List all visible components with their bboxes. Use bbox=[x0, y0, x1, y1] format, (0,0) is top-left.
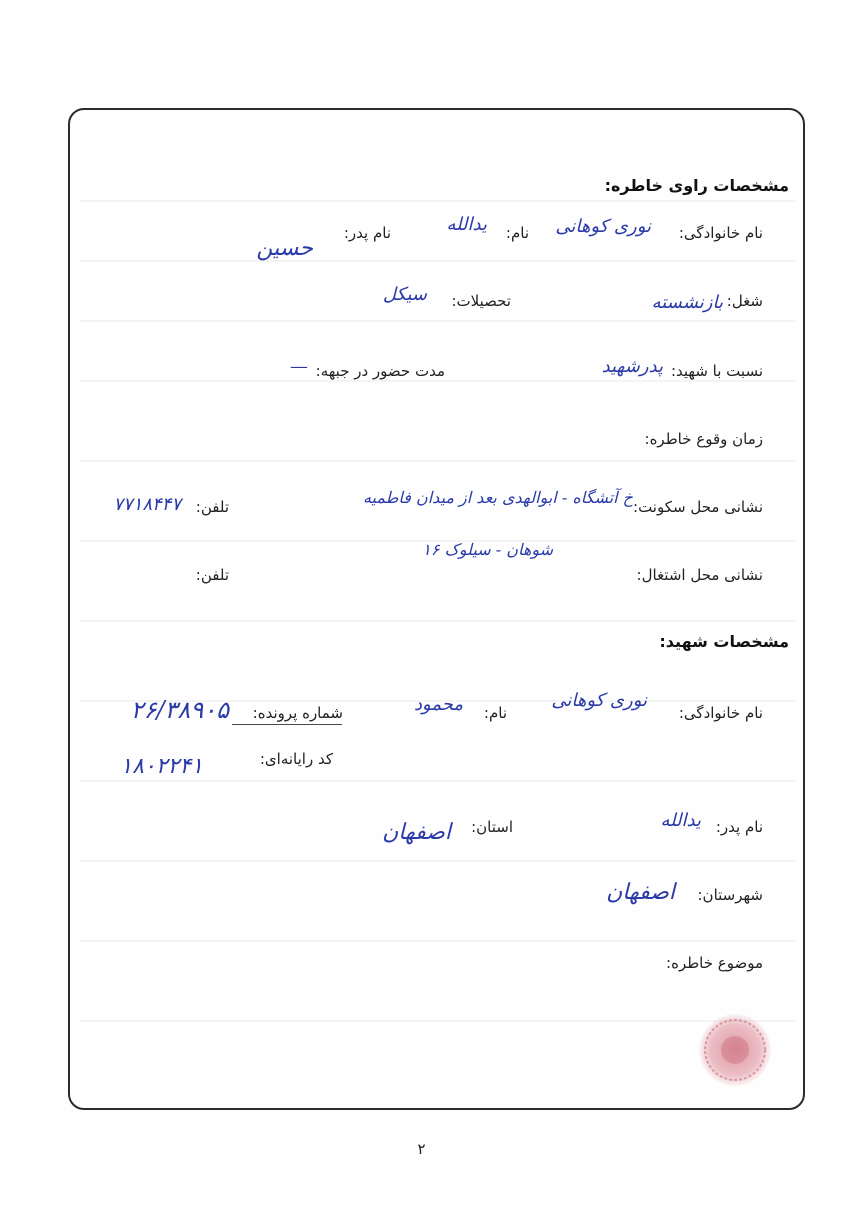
narrator-front-duration-value: — bbox=[290, 356, 308, 377]
narrator-father-value: حسین bbox=[256, 236, 313, 261]
martyr-computer-code-value: ۱۸۰۲۲۴۱ bbox=[120, 754, 203, 779]
martyr-city-value: اصفهان bbox=[606, 880, 675, 905]
narrator-home-address-line2: شوهان - سیلوک ۱۶ bbox=[422, 540, 553, 559]
seal-stamp-icon bbox=[695, 1010, 775, 1090]
narrator-relation-value: پدرشهید bbox=[601, 356, 663, 377]
martyr-name-value: محمود bbox=[414, 694, 463, 715]
martyr-file-number-label: شماره پرونده: bbox=[252, 704, 343, 722]
narrator-job-label: شغل: bbox=[726, 292, 763, 310]
martyr-family-name-value: نوری کوهانی bbox=[551, 690, 647, 711]
martyr-heading: مشخصات شهید: bbox=[659, 632, 789, 651]
narrator-name-value: یدالله bbox=[446, 214, 487, 235]
narrator-education-label: تحصیلات: bbox=[451, 292, 511, 310]
martyr-file-number-value: ۲۶/۳۸۹۰۵ bbox=[130, 696, 229, 724]
narrator-work-address-label: نشانی محل اشتغال: bbox=[636, 566, 763, 584]
martyr-topic-label: موضوع خاطره: bbox=[666, 954, 763, 972]
narrator-heading: مشخصات راوی خاطره: bbox=[604, 176, 789, 195]
martyr-province-value: اصفهان bbox=[382, 820, 451, 845]
narrator-education-value: سیکل bbox=[382, 284, 427, 305]
narrator-family-name-label: نام خانوادگی: bbox=[678, 224, 763, 242]
narrator-phone-label: تلفن: bbox=[195, 498, 229, 516]
martyr-father-label: نام پدر: bbox=[715, 818, 763, 836]
narrator-home-address-line1: خ آتشگاه - ابوالهدی بعد از میدان فاطمیه bbox=[362, 488, 633, 507]
narrator-family-name-value: نوری کوهانی bbox=[555, 216, 651, 237]
narrator-home-address-label: نشانی محل سکونت: bbox=[633, 498, 763, 516]
page-number: ۲ bbox=[417, 1140, 426, 1158]
narrator-father-label: نام پدر: bbox=[343, 224, 391, 242]
narrator-job-value: بازنشسته bbox=[651, 292, 723, 313]
martyr-name-label: نام: bbox=[483, 704, 507, 722]
file-number-underline bbox=[232, 724, 342, 725]
martyr-computer-code-label: کد رایانه‌ای: bbox=[259, 750, 333, 768]
martyr-city-label: شهرستان: bbox=[697, 886, 763, 904]
narrator-name-label: نام: bbox=[505, 224, 529, 242]
martyr-province-label: استان: bbox=[471, 818, 513, 836]
narrator-front-duration-label: مدت حضور در جبهه: bbox=[315, 362, 445, 380]
narrator-work-phone-label: تلفن: bbox=[195, 566, 229, 584]
narrator-relation-label: نسبت با شهید: bbox=[670, 362, 763, 380]
narrator-phone-value: ۷۷۱۸۴۴۷ bbox=[113, 494, 181, 515]
martyr-father-value: یدالله bbox=[660, 810, 701, 831]
narrator-event-time-label: زمان وقوع خاطره: bbox=[644, 430, 763, 448]
martyr-family-name-label: نام خانوادگی: bbox=[678, 704, 763, 722]
